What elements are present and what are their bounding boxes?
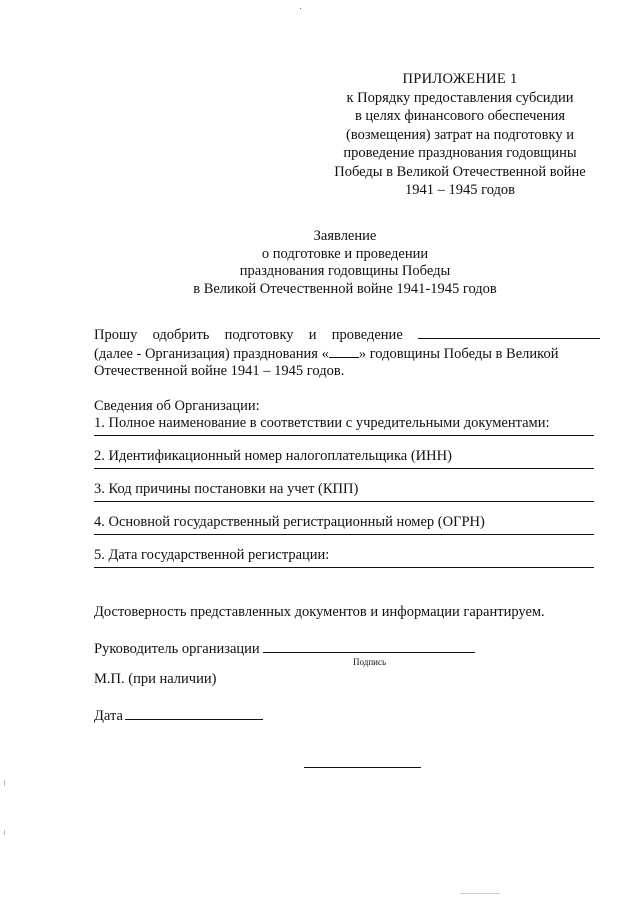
title-line: о подготовке и проведении [261, 245, 429, 262]
date-row [94, 707, 263, 724]
info-heading: Сведения об Организации: [94, 398, 260, 414]
request-paragraph [94, 326, 600, 382]
scan-speck [4, 830, 5, 835]
field-kpp-label: 3. Код причины постановки на учет (КПП) [94, 481, 359, 497]
scan-speck [4, 780, 5, 786]
field-inn-label: 2. Идентификационный номер налогоплательщика (ИНН) [94, 448, 452, 464]
appendix-line: в целях финансового обеспечения [354, 108, 566, 124]
request-text: (далее - Организация) празднования « [94, 345, 329, 362]
appendix-header [300, 70, 620, 200]
date-line[interactable] [125, 707, 263, 720]
field-inn-line[interactable] [94, 468, 594, 469]
field-ogrn-label: 4. Основной государственный регистрационный номер (ОГРН) [94, 514, 485, 530]
head-signature-row [94, 640, 475, 657]
appendix-line: (возмещения) затрат на подготовку и [346, 126, 574, 143]
organization-info [94, 398, 600, 580]
title-heading: Заявление [313, 228, 377, 244]
appendix-line: к Порядку предоставления субсидии [346, 89, 574, 106]
field-full-name-line[interactable] [94, 435, 594, 436]
signature-caption: Подпись [353, 657, 387, 667]
appendix-number: ПРИЛОЖЕНИЕ 1 [402, 71, 518, 87]
request-text: » годовщины Победы в Великой [358, 345, 559, 362]
field-registration-date-label: 5. Дата государственной регистрации: [94, 547, 330, 563]
request-word: и [308, 327, 317, 343]
date-label: Дата [94, 708, 123, 724]
appendix-line: Победы в Великой Отечественной войне [334, 163, 586, 180]
request-word: Прошу [94, 327, 138, 343]
head-signature-label: Руководитель организации [94, 641, 260, 657]
field-kpp-line[interactable] [94, 501, 594, 502]
field-ogrn-line[interactable] [94, 534, 594, 535]
request-line-1 [94, 326, 600, 345]
field-registration-date-line[interactable] [94, 567, 594, 568]
request-line-2 [94, 345, 600, 364]
document-title [150, 228, 540, 298]
request-word: подготовку [224, 327, 294, 343]
appendix-line: проведение празднования годовщины [343, 145, 577, 161]
title-line: празднования годовщины Победы [239, 263, 451, 279]
field-full-name-label: 1. Полное наименование в соответствии с учредительными документами: [94, 415, 550, 431]
end-divider [304, 767, 421, 768]
seal-note: М.П. (при наличии) [94, 671, 217, 687]
appendix-line: 1941 – 1945 годов [404, 182, 516, 198]
title-line: в Великой Отечественной войне 1941-1945 годов [193, 280, 497, 297]
guarantee-statement: Достоверность представленных документов и информации гарантируем. [94, 604, 545, 620]
request-line-3: Отечественной войне 1941 – 1945 годов. [94, 363, 345, 379]
request-word: одобрить [152, 327, 210, 343]
organization-name-blank[interactable] [418, 326, 600, 339]
request-word: проведение [331, 327, 403, 343]
anniversary-number-blank[interactable] [329, 345, 359, 358]
scan-speck [300, 8, 301, 9]
signature-line[interactable] [263, 640, 475, 653]
scan-speck [460, 893, 500, 894]
